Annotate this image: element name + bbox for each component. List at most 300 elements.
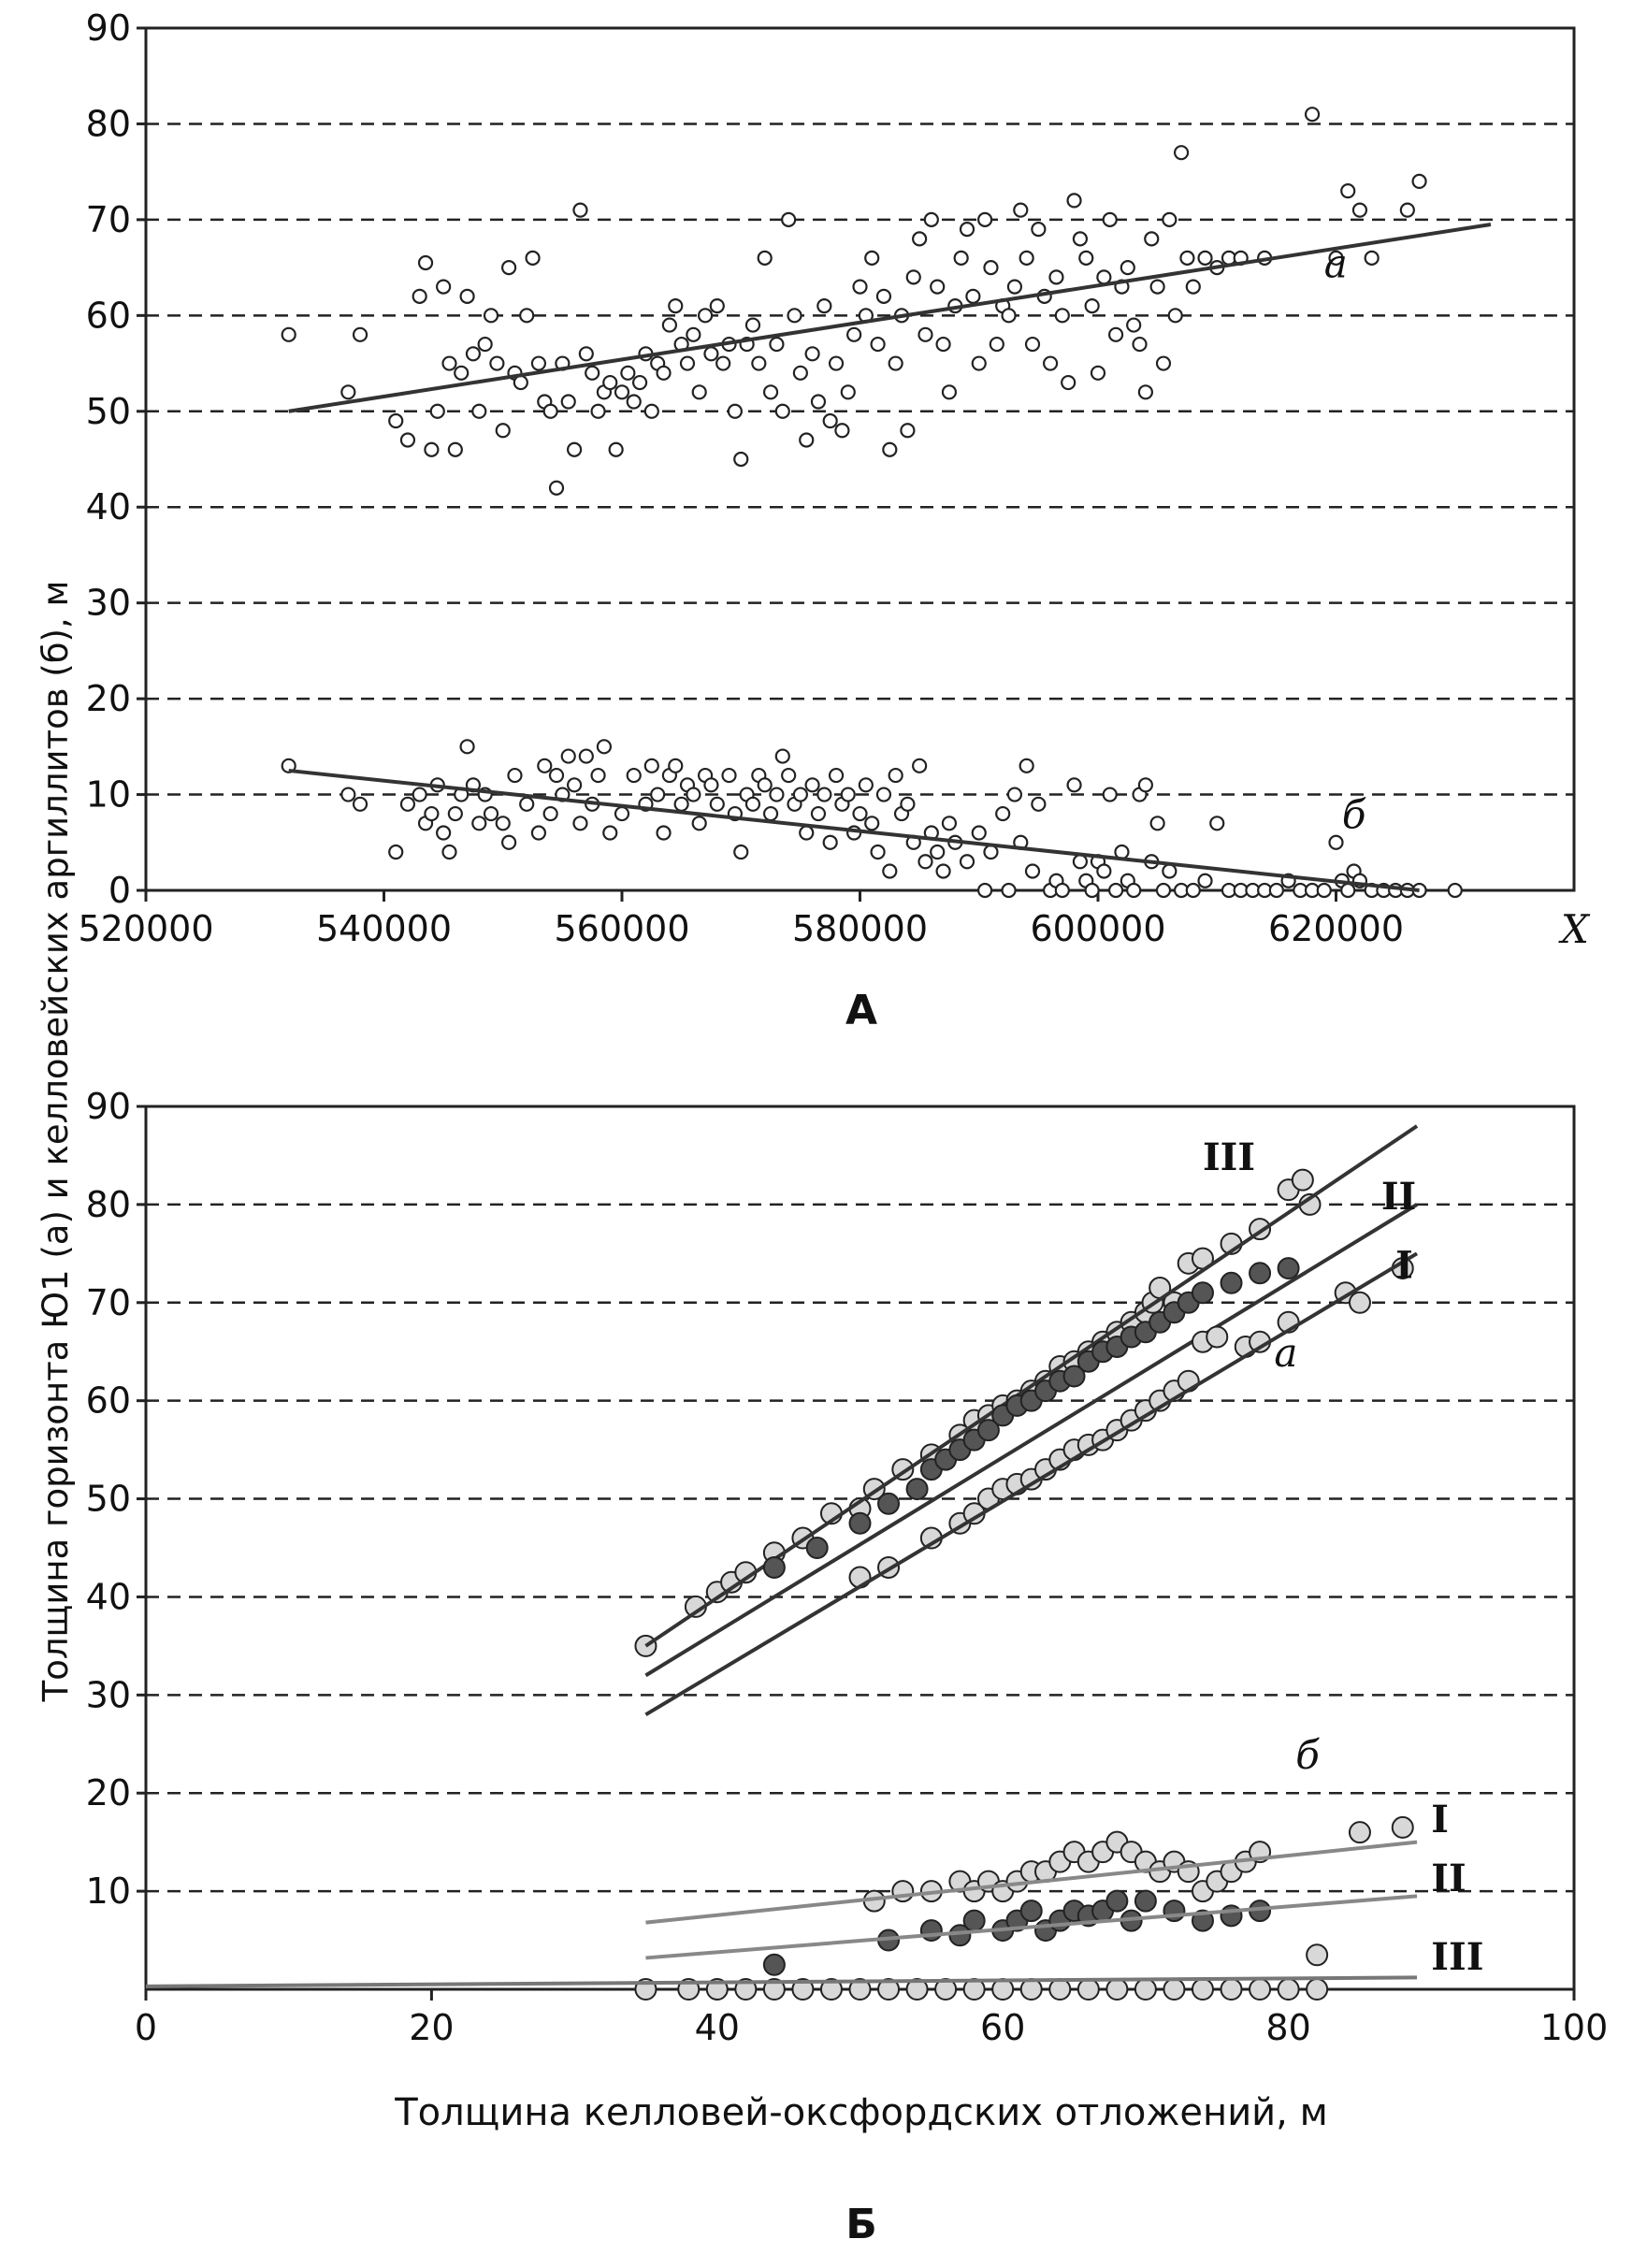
data-point [461, 740, 474, 753]
data-point [354, 328, 367, 341]
data-point [681, 357, 694, 370]
y-tick-label: 10 [85, 773, 131, 816]
data-point [1097, 270, 1110, 283]
data-point [1250, 1263, 1270, 1283]
data-point [1413, 175, 1426, 188]
data-point [592, 769, 605, 782]
data-point [964, 1911, 985, 1931]
data-point [1056, 884, 1069, 897]
data-point [943, 385, 956, 398]
data-point [645, 405, 658, 418]
data-point [877, 788, 890, 802]
data-point [484, 309, 498, 322]
data-point [1026, 865, 1039, 878]
x-tick-label: 580000 [791, 908, 929, 949]
data-point [913, 759, 926, 773]
data-point [610, 443, 623, 456]
data-point [508, 769, 521, 782]
data-point [1270, 884, 1283, 897]
data-point [883, 865, 896, 878]
data-point [490, 357, 503, 370]
data-point [1199, 874, 1212, 888]
data-point [532, 357, 545, 370]
data-point [1169, 309, 1182, 322]
data-point [442, 845, 455, 859]
data-point [1049, 1979, 1070, 2000]
y-tick-label: 20 [85, 1772, 131, 1814]
data-point [966, 290, 979, 303]
data-point [734, 453, 747, 466]
data-point [562, 396, 575, 409]
y-tick-label: 50 [85, 1478, 131, 1520]
data-point [573, 204, 586, 217]
data-point [764, 1955, 785, 1975]
data-point [758, 252, 772, 265]
data-point [484, 807, 498, 820]
data-point [901, 798, 914, 811]
data-point [544, 405, 557, 418]
data-point [1032, 798, 1045, 811]
data-point [812, 807, 825, 820]
data-point [1106, 1891, 1127, 1912]
data-point [729, 405, 742, 418]
y-tick-label: 90 [85, 1086, 131, 1127]
data-point [479, 338, 492, 351]
data-point [1250, 1979, 1270, 2000]
x-tick-label: 40 [694, 2007, 740, 2048]
data-point [502, 261, 515, 274]
data-point [788, 309, 802, 322]
data-point [1307, 1979, 1327, 2000]
data-point [776, 750, 789, 763]
data-point [1003, 309, 1016, 322]
y-tick-label: 40 [85, 486, 131, 528]
y-tick-label: 20 [85, 678, 131, 720]
data-point [1104, 213, 1117, 226]
data-point [686, 328, 700, 341]
data-point [955, 252, 968, 265]
data-point [389, 845, 402, 859]
data-point [806, 347, 819, 360]
data-point [1097, 865, 1110, 878]
data-point [716, 357, 730, 370]
group-label: III [1431, 1935, 1484, 1980]
data-point [764, 385, 777, 398]
panel-a [78, 7, 1591, 952]
data-point [723, 769, 736, 782]
data-point [872, 845, 885, 859]
data-point [341, 385, 354, 398]
data-point [603, 827, 616, 840]
data-point [1104, 788, 1117, 802]
data-point [1134, 338, 1147, 351]
data-point [1049, 270, 1062, 283]
data-point [842, 788, 855, 802]
y-tick-label: 50 [85, 390, 131, 432]
group-label: I [1431, 1798, 1450, 1842]
data-point [514, 376, 527, 389]
data-point [807, 1538, 828, 1558]
group-label: а [1274, 1329, 1298, 1376]
panel-b [86, 1086, 1609, 2048]
y-tick-label: 80 [85, 1183, 131, 1225]
data-point [693, 385, 706, 398]
data-point [1151, 281, 1164, 294]
data-point [978, 884, 991, 897]
data-point [1109, 328, 1122, 341]
data-point [1086, 884, 1099, 897]
data-point [978, 213, 991, 226]
data-point [532, 827, 545, 840]
data-point [1279, 1258, 1299, 1278]
data-point [669, 759, 682, 773]
data-point [918, 328, 932, 341]
group-label: б [1295, 1732, 1320, 1778]
data-point [419, 256, 432, 269]
data-point [1365, 252, 1379, 265]
data-point [889, 769, 903, 782]
data-point [449, 443, 462, 456]
data-point [937, 338, 950, 351]
group-label: II [1380, 1175, 1417, 1220]
data-point [1350, 1822, 1370, 1842]
data-point [800, 827, 813, 840]
data-point [746, 319, 759, 332]
data-point [1157, 884, 1170, 897]
data-point [984, 261, 997, 274]
y-tick-label: 60 [85, 1380, 131, 1422]
data-point [1079, 252, 1092, 265]
panel-a-label: А [845, 987, 878, 1034]
data-point [824, 836, 837, 849]
data-point [538, 759, 551, 773]
data-point [931, 845, 944, 859]
data-point [1139, 385, 1152, 398]
data-point [1127, 319, 1140, 332]
data-point [1163, 213, 1176, 226]
data-point [854, 807, 867, 820]
data-point [1044, 357, 1057, 370]
data-point [520, 309, 533, 322]
data-point [752, 357, 765, 370]
data-point [776, 405, 789, 418]
data-point [527, 252, 540, 265]
data-point [921, 1920, 942, 1941]
data-point [1163, 1979, 1184, 2000]
data-point [1341, 884, 1354, 897]
data-point [1221, 1905, 1242, 1926]
data-point [931, 281, 944, 294]
series-label: а [1323, 240, 1348, 287]
data-point [850, 1513, 871, 1534]
data-point [502, 836, 515, 849]
y-axis-label: Толщина горизонта Ю1 (а) и келловейских аргиллитов (б), м [36, 580, 76, 1702]
data-point [1056, 309, 1069, 322]
x-tick-label: 60 [980, 2007, 1026, 2048]
data-point [770, 338, 783, 351]
data-point [1175, 146, 1188, 159]
trend-line [289, 224, 1491, 412]
plot-frame [146, 28, 1574, 890]
data-point [603, 376, 616, 389]
data-point [1330, 836, 1343, 849]
data-point [1106, 1979, 1127, 2000]
data-point [1163, 1900, 1184, 1921]
panel-b-label: Б [845, 2201, 877, 2248]
y-tick-label: 70 [85, 1281, 131, 1323]
data-point [442, 357, 455, 370]
y-tick-label: 10 [85, 1871, 131, 1913]
data-point [341, 788, 354, 802]
group-label: II [1431, 1856, 1466, 1901]
data-point [669, 299, 682, 312]
y-tick-label: 30 [85, 1674, 131, 1716]
data-point [413, 788, 426, 802]
data-point [1318, 884, 1331, 897]
x-tick-label: 560000 [554, 908, 690, 949]
data-point [461, 290, 474, 303]
data-point [1293, 1170, 1313, 1191]
data-point [1032, 223, 1045, 236]
data-point [389, 414, 402, 427]
data-point [544, 807, 557, 820]
data-point [1163, 865, 1176, 878]
x-tick-label: 600000 [1030, 908, 1166, 949]
data-point [1020, 759, 1033, 773]
data-point [1127, 884, 1140, 897]
data-point [817, 788, 831, 802]
data-point [782, 769, 795, 782]
data-point [1068, 778, 1081, 791]
data-point [520, 798, 533, 811]
data-point [1062, 376, 1075, 389]
data-point [354, 798, 367, 811]
x-tick-label: 20 [409, 2007, 455, 2048]
x-tick-label: 100 [1539, 2007, 1609, 2048]
data-point [943, 816, 956, 830]
data-point [401, 434, 414, 447]
data-point [550, 482, 563, 495]
data-point [764, 1557, 785, 1578]
data-point [1021, 1900, 1042, 1921]
data-point [1008, 788, 1021, 802]
data-point [711, 798, 724, 811]
data-point [782, 213, 795, 226]
data-point [1192, 1979, 1213, 2000]
data-point [686, 788, 700, 802]
data-point [1187, 281, 1200, 294]
data-point [1074, 855, 1087, 868]
data-point [1091, 367, 1105, 380]
data-point [645, 759, 658, 773]
data-point [663, 319, 676, 332]
data-point [699, 309, 712, 322]
data-point [431, 405, 444, 418]
data-point [758, 778, 772, 791]
data-point [1135, 1891, 1156, 1912]
data-point [800, 434, 813, 447]
data-point [1157, 357, 1170, 370]
data-point [437, 827, 450, 840]
data-point [628, 396, 641, 409]
data-point [878, 1494, 899, 1514]
data-point [806, 778, 819, 791]
data-point [835, 424, 848, 437]
data-point [770, 788, 783, 802]
data-point [1341, 184, 1354, 197]
data-point [812, 396, 825, 409]
y-tick-label: 0 [108, 870, 131, 911]
data-point [1279, 1979, 1299, 2000]
data-point [1210, 816, 1223, 830]
panel-b-xlabel: Толщина келловей-оксфордских отложений, м [395, 2091, 1328, 2134]
data-point [1145, 232, 1158, 245]
data-point [794, 788, 807, 802]
data-point [764, 807, 777, 820]
data-point [734, 845, 747, 859]
data-point [282, 328, 296, 341]
data-point [1306, 108, 1319, 121]
data-point [615, 385, 628, 398]
data-point [628, 769, 641, 782]
data-point [872, 338, 885, 351]
data-point [621, 367, 634, 380]
data-point [413, 290, 426, 303]
data-point [425, 443, 438, 456]
data-point [615, 807, 628, 820]
y-tick-label: 80 [85, 103, 131, 145]
data-point [704, 778, 717, 791]
data-point [1180, 252, 1193, 265]
series-label: б [1341, 791, 1366, 838]
trend-line [645, 1205, 1417, 1675]
data-point [1151, 816, 1164, 830]
data-point [901, 424, 914, 437]
data-point [1109, 884, 1122, 897]
trend-line [289, 771, 1420, 890]
data-point [973, 357, 986, 370]
data-point [497, 816, 510, 830]
data-point [693, 816, 706, 830]
data-point [1401, 204, 1414, 217]
data-point [580, 750, 593, 763]
data-point [580, 347, 593, 360]
data-point [472, 405, 485, 418]
data-point [854, 281, 867, 294]
data-point [918, 855, 932, 868]
data-point [1020, 252, 1033, 265]
group-label: III [1202, 1135, 1256, 1180]
data-point [1350, 1293, 1370, 1313]
x-tick-label: 0 [134, 2007, 158, 2048]
data-point [1206, 1326, 1227, 1347]
data-point [657, 367, 671, 380]
data-point [830, 769, 843, 782]
data-point [1026, 338, 1039, 351]
data-point [883, 443, 896, 456]
data-point [437, 281, 450, 294]
data-point [598, 740, 611, 753]
data-point [973, 827, 986, 840]
data-point [907, 1479, 928, 1499]
data-point [657, 827, 671, 840]
data-point [1307, 1944, 1327, 1965]
data-point [937, 865, 950, 878]
data-point [455, 367, 468, 380]
data-point [746, 798, 759, 811]
data-point [1086, 299, 1099, 312]
data-point [1393, 1817, 1413, 1838]
data-point [568, 443, 581, 456]
data-point [877, 290, 890, 303]
data-point [585, 367, 599, 380]
data-point [1449, 884, 1462, 897]
data-point [889, 357, 903, 370]
data-point [961, 855, 974, 868]
data-point [1121, 261, 1134, 274]
data-point [472, 816, 485, 830]
data-point [568, 778, 581, 791]
data-point [830, 357, 843, 370]
data-point [984, 845, 997, 859]
data-point [592, 405, 605, 418]
x-tick-label: 540000 [315, 908, 453, 949]
data-point [842, 385, 855, 398]
data-point [467, 347, 480, 360]
data-point [449, 807, 462, 820]
data-point [1353, 204, 1366, 217]
data-point [925, 213, 938, 226]
data-point [1221, 1273, 1242, 1293]
data-point [1199, 252, 1212, 265]
data-point [1008, 281, 1021, 294]
x-tick-label: 80 [1265, 2007, 1311, 2048]
data-point [497, 424, 510, 437]
data-point [711, 299, 724, 312]
data-point [847, 328, 860, 341]
data-point [794, 367, 807, 380]
data-point [907, 270, 920, 283]
data-point [704, 347, 717, 360]
x-tick-label: 620000 [1267, 908, 1405, 949]
trend-line [645, 1253, 1417, 1714]
x-axis-label: X [1561, 906, 1589, 952]
data-point [651, 788, 664, 802]
data-point [1074, 232, 1087, 245]
data-point [425, 807, 438, 820]
data-point [1014, 204, 1027, 217]
y-tick-label: 60 [85, 295, 131, 337]
data-point [1078, 1979, 1099, 2000]
data-point [1221, 1979, 1242, 2000]
data-point [913, 232, 926, 245]
data-point [990, 338, 1004, 351]
data-point [1003, 884, 1016, 897]
data-point [961, 223, 974, 236]
data-point [1068, 194, 1081, 207]
data-point [865, 252, 878, 265]
y-tick-label: 40 [85, 1576, 131, 1618]
y-tick-label: 30 [85, 582, 131, 624]
data-point [1187, 884, 1200, 897]
data-point [1135, 1979, 1156, 2000]
data-point [401, 798, 414, 811]
data-point [675, 798, 688, 811]
data-point [996, 807, 1009, 820]
data-point [562, 750, 575, 763]
data-point [1139, 778, 1152, 791]
x-tick-label: 520000 [78, 908, 214, 949]
